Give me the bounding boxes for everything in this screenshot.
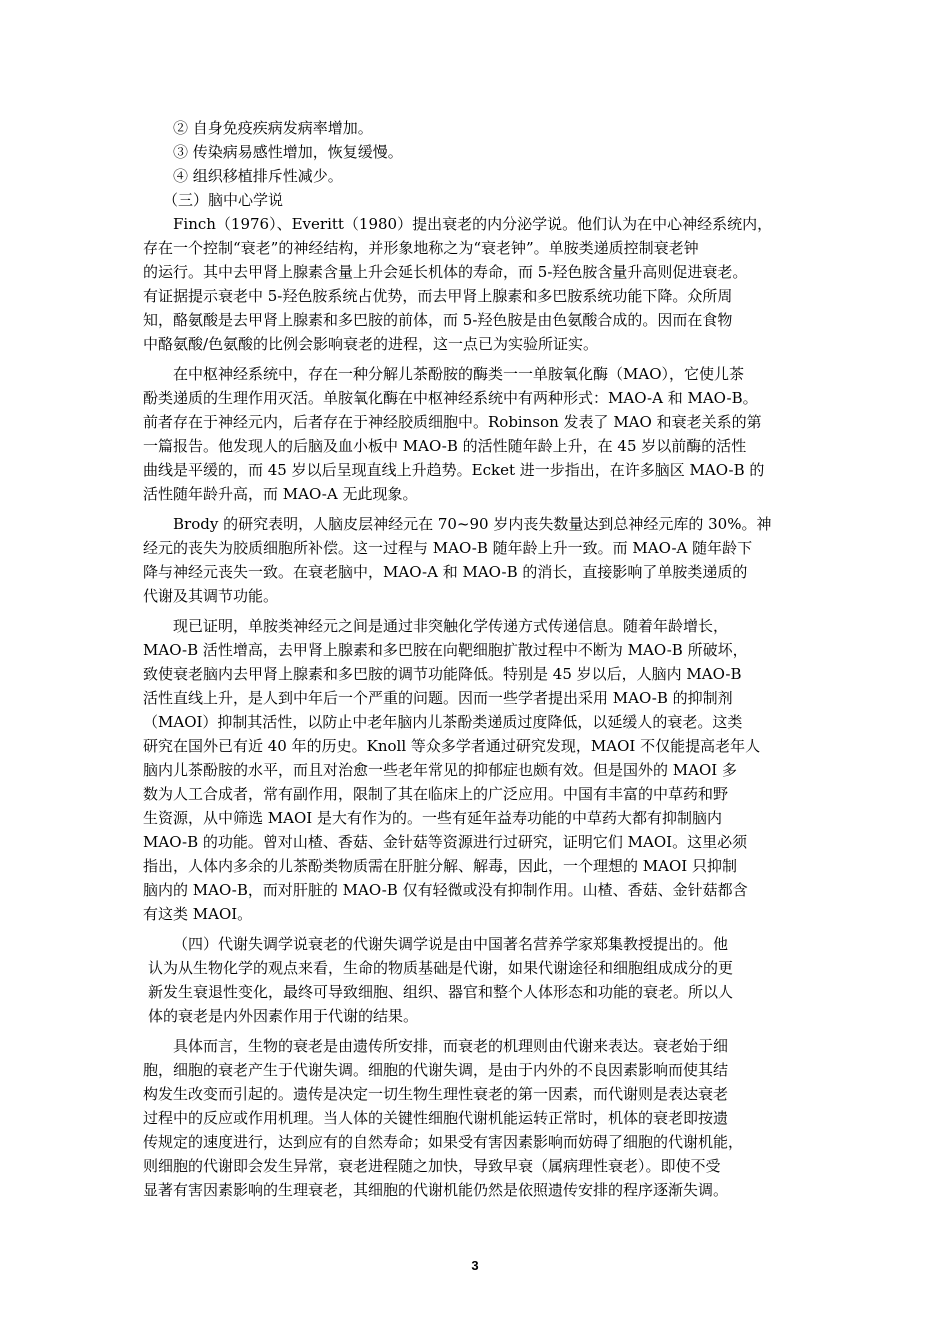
paragraph-line: 代谢及其调节功能。 (143, 587, 279, 605)
paragraph-line: 致使衰老脑内去甲肾上腺素和多巴胺的调节功能降低。特别是 45 岁以后，人脑内 MAO-B (143, 665, 742, 683)
paragraph-line: 脑内儿茶酚胺的水平，而且对治愈一些老年常见的抑郁症也颇有效。但是国外的 MAOI 多 (143, 761, 737, 779)
paragraph-line: 知，酪氨酸是去甲肾上腺素和多巴胺的前体，而 5-羟色胺是由色氨酸合成的。因而在食物 (143, 311, 733, 329)
paragraph-line: 有证据提示衰老中 5-羟色胺系统占优势，而去甲肾上腺素和多巴胺系统功能下降。众所周 (143, 287, 733, 305)
paragraph-line: MAO-B 活性增高，去甲肾上腺素和多巴胺在向靶细胞扩散过程中不断为 MAO-B 所破坏， (143, 641, 748, 659)
paragraph-line: 中酪氨酸/色氨酸的比例会影响衰老的进程，这一点已为实验所证实。 (143, 335, 599, 353)
paragraph-line: 有这类 MAOI。 (143, 905, 253, 923)
paragraph-line: 过程中的反应或作用机理。当人体的关键性细胞代谢机能运转正常时，机体的衰老即按遗 (143, 1109, 729, 1127)
paragraph-line: 现已证明，单胺类神经元之间是通过非突触化学传递方式传递信息。随着年龄增长， (173, 617, 729, 635)
paragraph-line: （MAOI）抑制其活性，以防止中老年脑内儿茶酚类递质过度降低，以延缓人的衰老。这类 (143, 713, 743, 731)
paragraph-line: 数为人工合成者，常有副作用，限制了其在临床上的广泛应用。中国有丰富的中草药和野 (143, 785, 729, 803)
paragraph-line: 经元的丧失为胶质细胞所补偿。这一过程与 MAO-B 随年龄上升一致。而 MAO-A 随年龄下 (143, 539, 753, 557)
paragraph-line: 则细胞的代谢即会发生异常，衰老进程随之加快，导致早衰（属病理性衰老）。即使不受 (143, 1157, 721, 1175)
paragraph-line: 的运行。其中去甲肾上腺素含量上升会延长机体的寿命，而 5-羟色胺含量升高则促进衰老。 (143, 263, 748, 281)
paragraph-line: 曲线是平缓的，而 45 岁以后呈现直线上升趋势。Ecket 进一步指出，在许多脑区 MAO-B 的 (143, 461, 765, 479)
paragraph-line: 具体而言，生物的衰老是由遗传所安排，而衰老的机理则由代谢来表达。衰老始于细 (173, 1037, 729, 1055)
list-item-autoimmune: ② 自身免疫疾病发病率增加。 (173, 119, 373, 137)
section-heading-brain-center: （三）脑中心学说 (163, 191, 284, 209)
paragraph-line: 酚类递质的生理作用灭活。单胺氧化酶在中枢神经系统中有两种形式：MAO-A 和 MAO-B。 (143, 389, 758, 407)
paragraph-line: 认为从生物化学的观点来看，生命的物质基础是代谢，如果代谢途径和细胞组成成分的更 (148, 959, 734, 977)
paragraph-line: （四）代谢失调学说衰老的代谢失调学说是由中国著名营养学家郑集教授提出的。他 (173, 935, 729, 953)
paragraph-line: 体的衰老是内外因素作用于代谢的结果。 (148, 1007, 419, 1025)
paragraph-line: 新发生衰退性变化，最终可导致细胞、组织、器官和整个人体形态和功能的衰老。所以人 (148, 983, 734, 1001)
paragraph-line: 一篇报告。他发现人的后脑及血小板中 MAO-B 的活性随年龄上升，在 45 岁以前酶的活性 (143, 437, 747, 455)
list-item-infection: ③ 传染病易感性增加，恢复缓慢。 (173, 143, 403, 161)
paragraph-line: 构发生改变而引起的。遗传是决定一切生物生理性衰老的第一因素，而代谢则是表达衰老 (143, 1085, 729, 1103)
paragraph-line: 存在一个控制“衰老”的神经结构，并形象地称之为“衰老钟”。单胺类递质控制衰老钟 (143, 239, 699, 257)
paragraph-line: 前者存在于神经元内，后者存在于神经胶质细胞中。Robinson 发表了 MAO 和衰老关系的第 (143, 413, 762, 431)
list-item-transplant: ④ 组织移植排斥性减少。 (173, 167, 343, 185)
paragraph-line: 胞，细胞的衰老产生于代谢失调。细胞的代谢失调，是由于内外的不良因素影响而使其结 (143, 1061, 729, 1079)
paragraph-line: 在中枢神经系统中，存在一种分解儿茶酚胺的酶类一一单胺氧化酶（MAO），它使儿茶 (173, 365, 744, 383)
paragraph-line: 降与神经元丧失一致。在衰老脑中，MAO-A 和 MAO-B 的消长，直接影响了单胺类递质的 (143, 563, 748, 581)
paragraph-line: 活性直线上升，是人到中年后一个严重的问题。因而一些学者提出采用 MAO-B 的抑制剂 (143, 689, 733, 707)
paragraph-line: 显著有害因素影响的生理衰老，其细胞的代谢机能仍然是依照遗传安排的程序逐渐失调。 (143, 1181, 729, 1199)
paragraph-line: 传规定的速度进行，达到应有的自然寿命；如果受有害因素影响而妨碍了细胞的代谢机能， (143, 1133, 744, 1151)
paragraph-line: 指出，人体内多余的儿茶酚类物质需在肝脏分解、解毒，因此，一个理想的 MAOI 只抑制 (143, 857, 737, 875)
paragraph-line: Brody 的研究表明，人脑皮层神经元在 70~90 岁内丧失数量达到总神经元库的 30%。神 (173, 515, 772, 533)
paragraph-line: Finch（1976）、Everitt（1980）提出衰老的内分泌学说。他们认为在中心神经系统内， (173, 215, 773, 233)
paragraph-line: 生资源，从中筛选 MAOI 是大有作为的。一些有延年益寿功能的中草药大都有抑制脑内 (143, 809, 722, 827)
paragraph-line: 研究在国外已有近 40 年的历史。Knoll 等众多学者通过研究发现，MAOI 不仅能提高老年人 (143, 737, 761, 755)
paragraph-line: 脑内的 MAO-B，而对肝脏的 MAO-B 仅有轻微或没有抑制作用。山楂、香菇、金针菇都含 (143, 881, 748, 899)
page-number: 3 (471, 1258, 479, 1273)
paragraph-line: MAO-B 的功能。曾对山楂、香菇、金针菇等资源进行过研究，证明它们 MAOI。这里必须 (143, 833, 748, 851)
paragraph-line: 活性随年龄升高，而 MAO-A 无此现象。 (143, 485, 418, 503)
